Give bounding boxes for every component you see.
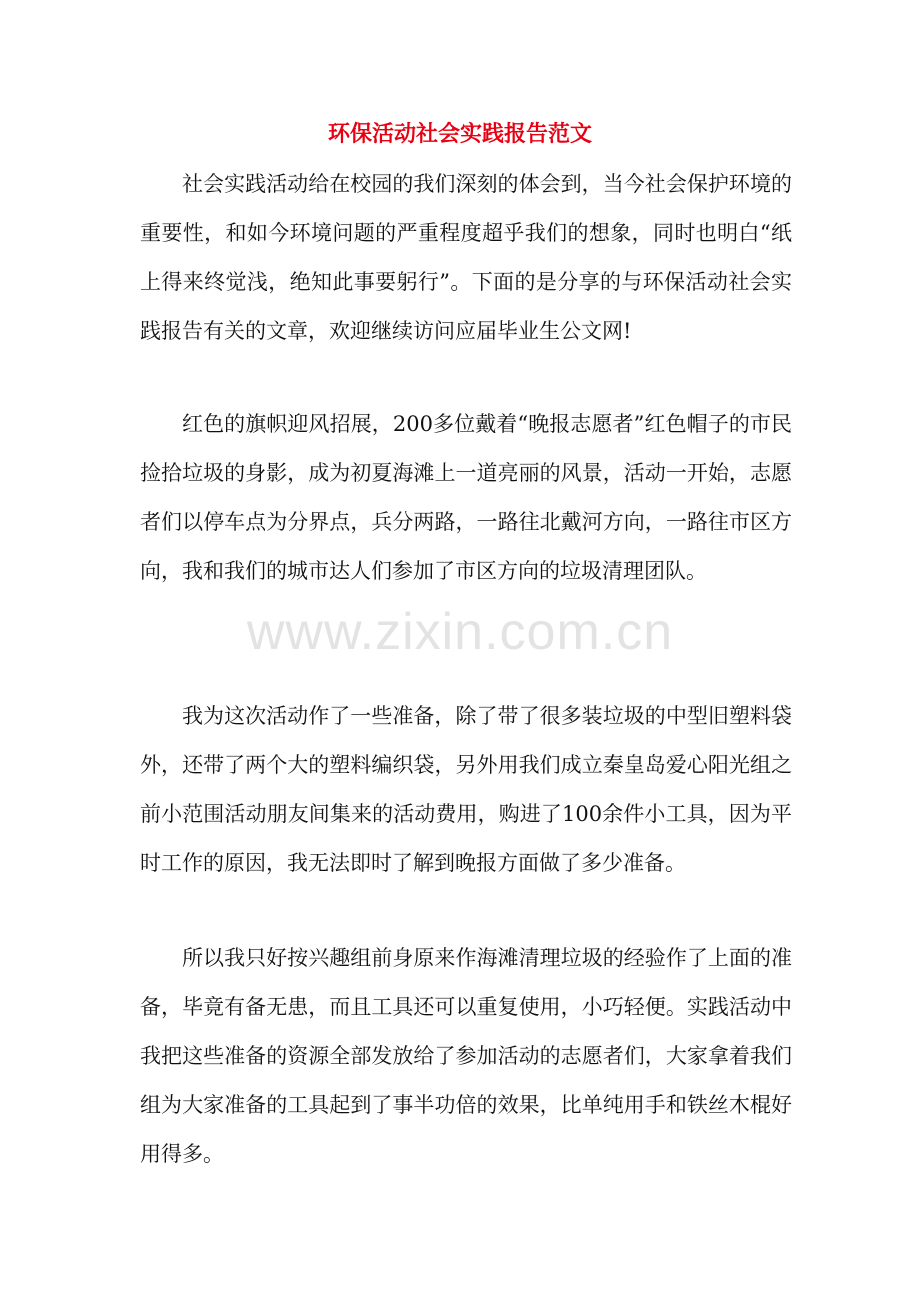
paragraph-intro: 社会实践活动给在校园的我们深刻的体会到，当今社会保护环境的重要性，和如今环境问题的严重程度超乎我们的想象，同时也明白“纸上得来终觉浅，绝知此事要躬行”。下面的是分享的与环保活动社会实践报告有关的文章，欢迎继续访问应届毕业生公文网! — [140, 172, 792, 343]
watermark: www.zixin.com.cn — [246, 603, 674, 661]
paragraph-2: 红色的旗帜迎风招展，200多位戴着“晚报志愿者”红色帽子的市民捡拾垃圾的身影，成为初夏海滩上一道亮丽的风景，活动一开始，志愿者们以停车点为分界点，兵分两路，一路往北戴河方向，一路往市区方向，我和我们的城市达人们参加了市区方向的垃圾清理团队。 — [140, 412, 792, 583]
document-title: 环保活动社会实践报告范文 — [327, 121, 592, 147]
paragraph-3: 我为这次活动作了一些准备，除了带了很多装垃圾的中型旧塑料袋外，还带了两个大的塑料编织袋，另外用我们成立秦皇岛爱心阳光组之前小范围活动朋友间集来的活动费用，购进了100余件小工具，因为平时工作的原因，我无法即时了解到晚报方面做了多少准备。 — [140, 704, 792, 875]
paragraph-4: 所以我只好按兴趣组前身原来作海滩清理垃圾的经验作了上面的准备，毕竟有备无患，而且工具还可以重复使用，小巧轻便。实践活动中我把这些准备的资源全部发放给了参加活动的志愿者们，大家拿着我们组为大家准备的工具起到了事半功倍的效果，比单纯用手和铁丝木棍好用得多。 — [140, 946, 792, 1166]
